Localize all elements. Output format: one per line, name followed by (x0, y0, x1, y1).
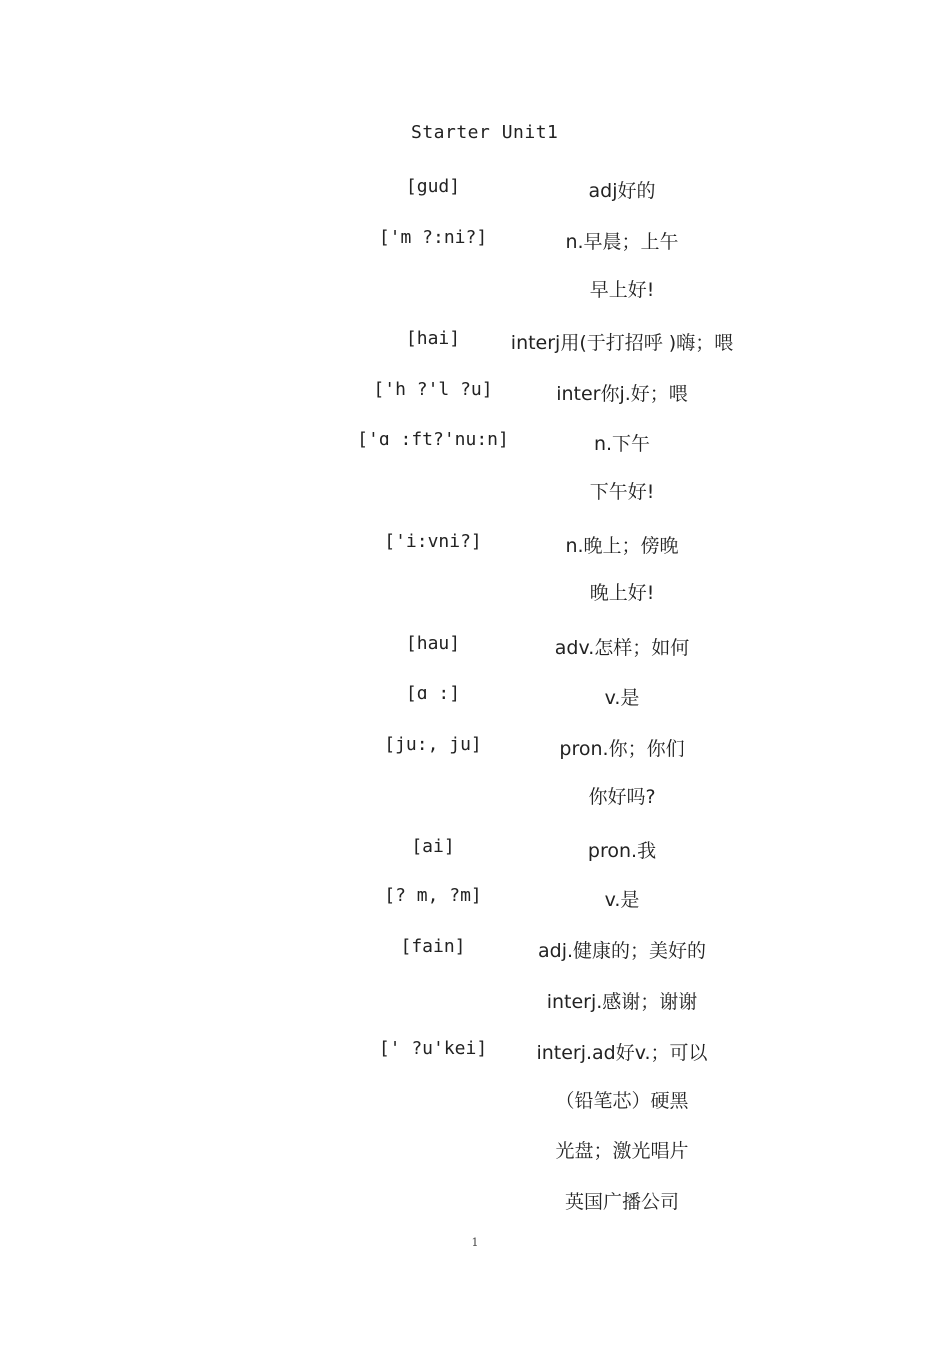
vocab-row (0, 1086, 950, 1116)
vocab-row (0, 531, 950, 561)
meaning-text: interj用(于打招呼 )嗨；喂 (510, 332, 734, 354)
vocab-row (0, 477, 950, 507)
vocab-row (0, 328, 950, 358)
meaning-text: adj.健康的；美好的 (537, 940, 707, 962)
phonetic-text: [ai] (411, 836, 455, 857)
vocab-row (0, 885, 950, 915)
vocab-row (0, 734, 950, 764)
phonetic-text: [? m, ?m] (384, 885, 482, 906)
meaning-text: v.是 (604, 889, 640, 911)
meaning-text: inter你j.好；喂 (556, 383, 688, 405)
meaning-text: 英国广播公司 (564, 1191, 680, 1213)
meaning-text: 下午好! (589, 481, 655, 503)
phonetic-text: [hau] (405, 633, 461, 654)
vocab-row (0, 379, 950, 409)
phonetic-text: [gud] (405, 176, 461, 197)
vocab-row (0, 275, 950, 305)
phonetic-text: ['i:vni?] (384, 531, 482, 552)
phonetic-text: ['h ?'l ?u] (373, 379, 493, 400)
vocab-row (0, 1136, 950, 1166)
vocab-row (0, 683, 950, 713)
phonetic-text: [ɑ :] (405, 683, 461, 704)
meaning-text: pron.我 (587, 840, 657, 862)
meaning-text: 晚上好! (589, 582, 655, 604)
meaning-text: interj.感谢；谢谢 (546, 991, 698, 1013)
phonetic-text: [' ?u'kei] (378, 1038, 488, 1059)
vocab-row (0, 429, 950, 459)
vocab-row (0, 633, 950, 663)
phonetic-text: [fain] (400, 936, 466, 957)
meaning-text: 早上好! (589, 279, 655, 301)
vocab-row (0, 1187, 950, 1217)
meaning-text: n.下午 (593, 433, 651, 455)
page-title: Starter Unit1 (411, 122, 559, 143)
phonetic-text: ['ɑ :ft?'nu:n] (357, 429, 509, 450)
meaning-text: v.是 (604, 687, 640, 709)
vocab-row (0, 987, 950, 1017)
phonetic-text: [hai] (405, 328, 461, 349)
meaning-text: adv.怎样；如何 (554, 637, 690, 659)
meaning-text: 光盘；激光唱片 (555, 1140, 689, 1162)
meaning-text: n.晚上；傍晚 (565, 535, 679, 557)
vocab-row (0, 1038, 950, 1068)
vocab-row (0, 782, 950, 812)
vocab-row (0, 578, 950, 608)
meaning-text: 你好吗? (588, 786, 656, 808)
phonetic-text: ['m ?:ni?] (378, 227, 488, 248)
page-number: 1 (471, 1236, 479, 1249)
meaning-text: n.早晨；上午 (565, 231, 679, 253)
meaning-text: pron.你；你们 (559, 738, 685, 760)
meaning-text: interj.ad好v.；可以 (536, 1042, 708, 1064)
vocab-row (0, 227, 950, 257)
meaning-text: adj好的 (588, 180, 656, 202)
meaning-text: （铅笔芯）硬黑 (555, 1090, 689, 1112)
vocab-row (0, 176, 950, 206)
phonetic-text: [ju:, ju] (384, 734, 482, 755)
vocab-row (0, 936, 950, 966)
vocab-row (0, 836, 950, 866)
